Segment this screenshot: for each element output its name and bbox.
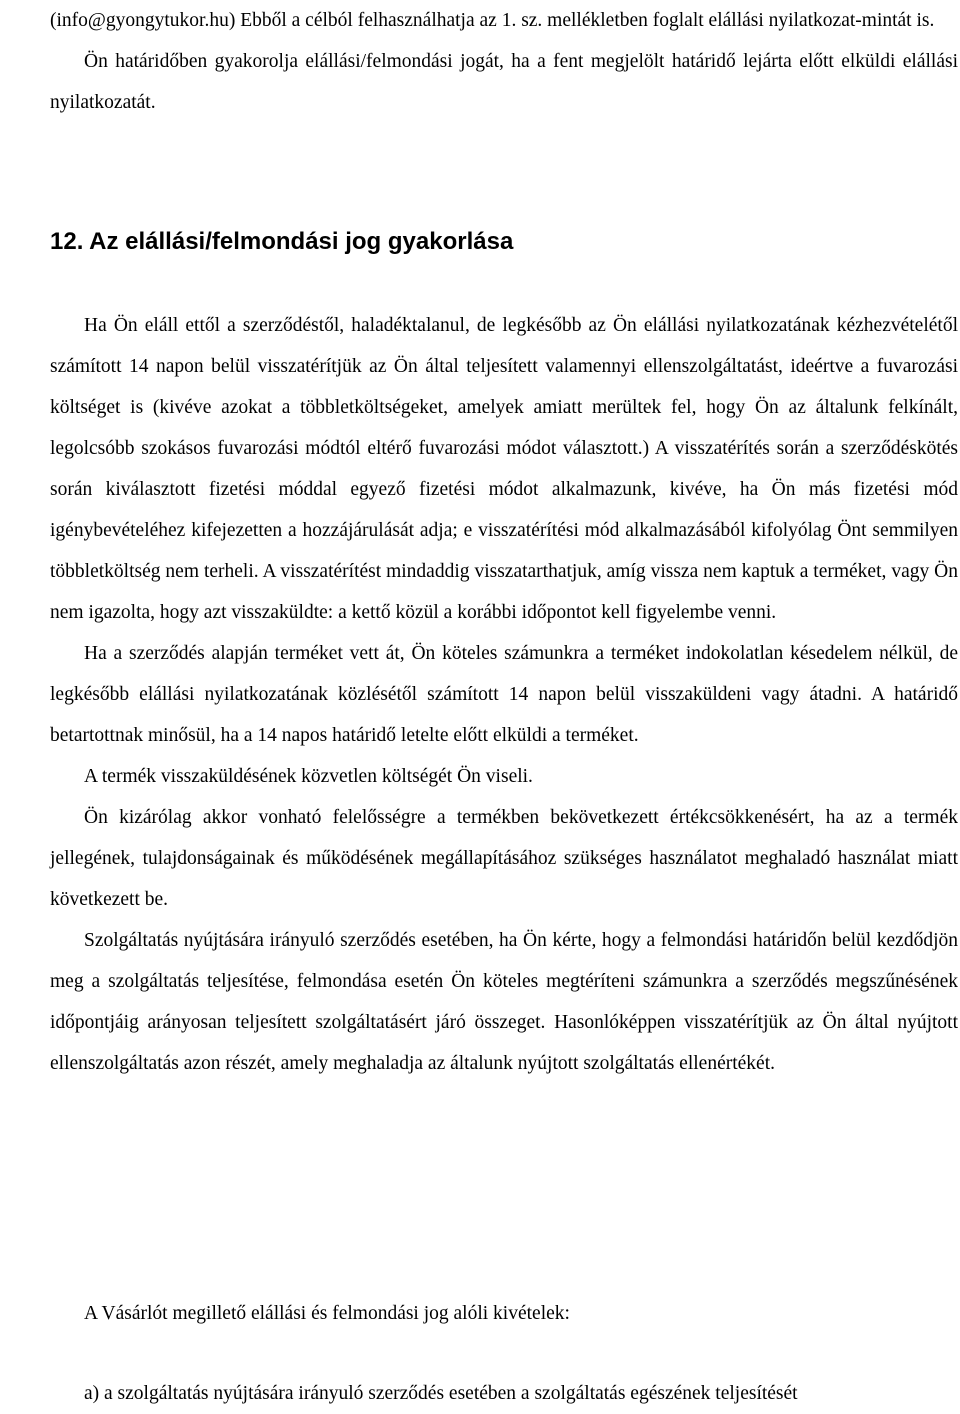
liability-paragraph: Ön kizárólag akkor vonható felelősségre a termékben bekövetkezett értékcsökkenésért, ha az a termék jellegének, tulajdonságainak és működésének megállapításához szükséges használatot meghaladó használat miatt következett be. xyxy=(50,807,958,910)
service-paragraph: Szolgáltatás nyújtására irányuló szerződés esetében, ha Ön kérte, hogy a felmondási határidőn belül kezdődjön meg a szolgáltatás teljesítése, felmondása esetén Ön köteles megtéríteni számunkra a szerződés megszűnésének időpontjáig arányosan teljesített szolgáltatásért járó összeget. Hasonlóképpen visszatérítjük az Ön által nyújtott ellenszolgáltatás azon részét, amely meghaladja az általunk nyújtott szolgáltatás ellenértékét. xyxy=(50,930,958,1074)
return-paragraph: Ha a szerződés alapján terméket vett át, Ön köteles számunkra a terméket indokolatlan késedelem nélkül, de legkésőbb elállási nyilatkozatának közlésétől számított 14 napon belül visszaküldeni vagy átadni. A határidő betartottnak minősül, ha a 14 napos határidő letelte előtt elküldi a terméket. xyxy=(50,643,958,746)
exception-item-a: a) a szolgáltatás nyújtására irányuló szerződés esetében a szolgáltatás egészének teljesítését xyxy=(84,1383,798,1404)
intro-block xyxy=(50,0,958,123)
return-cost-paragraph: A termék visszaküldésének közvetlen költségét Ön viseli. xyxy=(84,766,533,787)
section-heading: 12. Az elállási/felmondási jog gyakorlása xyxy=(50,228,514,255)
intro-paragraph-2: Ön határidőben gyakorolja elállási/felmondási jogát, ha a fent megjelölt határidő lejárta előtt elküldi elállási nyilatkozatát. xyxy=(50,51,958,113)
refund-paragraph: Ha Ön eláll ettől a szerződéstől, haladéktalanul, de legkésőbb az Ön elállási nyilatkozatának kézhezvételétől számított 14 napon belül visszatérítjük az Ön által teljesített valamennyi ellenszolgáltatást, ideértve a fuvarozási költséget is (kivéve azokat a többletköltségeket, amelyek amiatt merültek fel, hogy Ön az általunk felkínált, legolcsóbb szokásos fuvarozási módtól eltérő fuvarozási módot választott.) A visszatérítés során a szerződéskötés során kiválasztott fizetési móddal egyező fizetési módot alkalmazunk, kivéve, ha Ön más fizetési mód igénybevételéhez kifejezetten a hozzájárulását adja; e visszatérítési mód alkalmazásából kifolyólag Önt semmilyen többletköltség nem terheli. A visszatérítést mindaddig visszatarthatjuk, amíg vissza nem kaptuk a terméket, vagy Ön nem igazolta, hogy azt visszaküldte: a kettő közül a korábbi időpontot kell figyelembe venni. xyxy=(50,315,958,623)
exceptions-title: A Vásárlót megillető elállási és felmondási jog alóli kivételek: xyxy=(84,1303,570,1324)
section-body xyxy=(50,305,958,1084)
intro-paragraph-1: (info@gyongytukor.hu) Ebből a célból felhasználhatja az 1. sz. mellékletben foglalt elállási nyilatkozat-mintát is. xyxy=(50,10,935,31)
